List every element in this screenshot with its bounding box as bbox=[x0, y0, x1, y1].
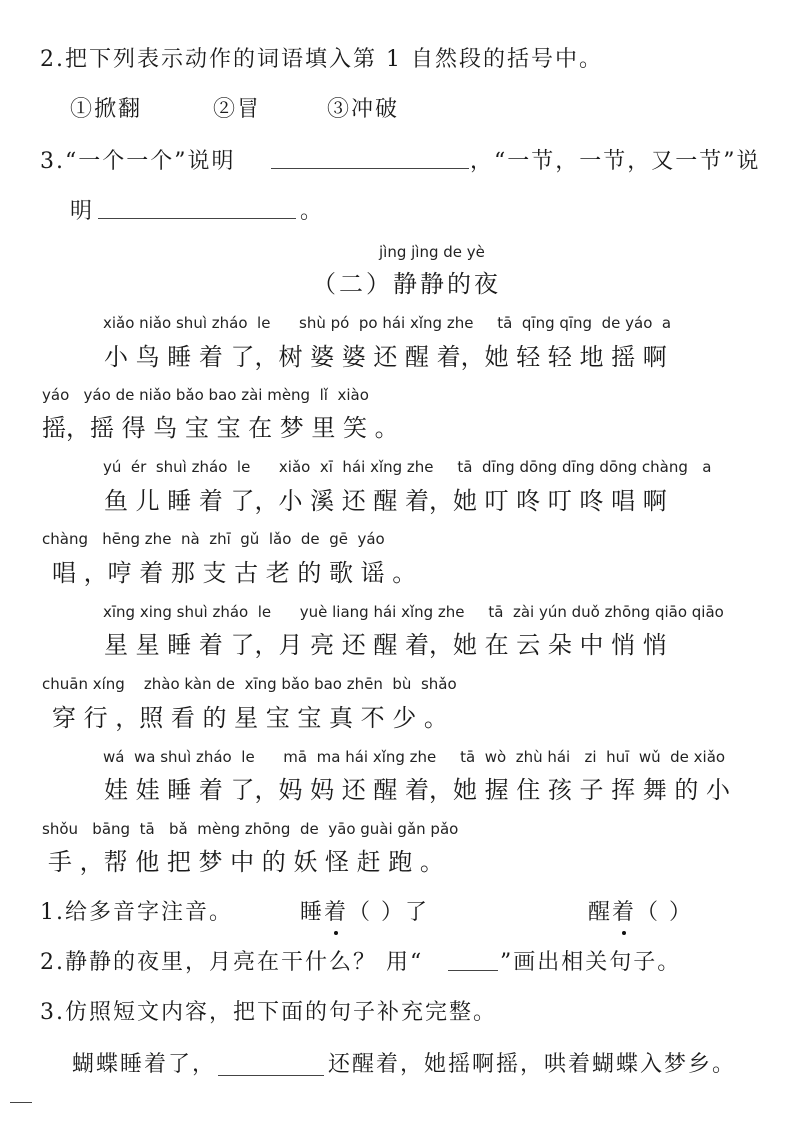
stanza-1-line-2: 摇，摇 得 鸟 宝 宝 在 梦 里 笑 。 bbox=[42, 414, 399, 442]
stanza-4-line-1: 娃 娃 睡 着 了，妈 妈 还 醒 着，她 握 住 孩 子 挥 舞 的 小 bbox=[104, 776, 731, 804]
question-3-top-end: 。 bbox=[300, 199, 325, 224]
stanza-4-pinyin-2: shǒu bāng tā bǎ mèng zhōng de yāo guài gǎn pǎo bbox=[42, 820, 459, 838]
q1-word-1-prefix: 睡 bbox=[300, 900, 325, 925]
stanza-1-line-1: 小 鸟 睡 着 了，树 婆 婆 还 醒 着，她 轻 轻 地 摇 啊 bbox=[104, 343, 667, 371]
stanza-2-line-2: 唱 ，哼 着 那 支 古 老 的 歌 谣 。 bbox=[52, 559, 417, 587]
stanza-2-line-1: 鱼 儿 睡 着 了，小 溪 还 醒 着，她 叮 咚 叮 咚 唱 啊 bbox=[104, 487, 667, 515]
question-1-bottom: 1.给多音字注音。 bbox=[40, 900, 233, 925]
option-2: ②冒 bbox=[213, 97, 262, 122]
question-3-bottom: 3.仿照短文内容，把下面的句子补充完整。 bbox=[40, 1000, 497, 1025]
footer-divider bbox=[10, 1102, 32, 1103]
question-3-top-part-c: 明 bbox=[70, 199, 95, 224]
q3-sentence-part-a: 蝴蝶睡着了， bbox=[72, 1052, 217, 1077]
stanza-1-pinyin-2: yáo yáo de niǎo bǎo bao zài mèng lǐ xiào bbox=[42, 386, 369, 404]
section-title: （二）静静的夜 bbox=[312, 270, 501, 298]
q1-word-2-prefix: 醒 bbox=[588, 900, 613, 925]
stanza-3-pinyin-1: xīng xing shuì zháo le yuè liang hái xǐng zhe tā zài yún duǒ zhōng qiāo qiāo bbox=[103, 603, 724, 621]
q1-word-2-dotted: 着 bbox=[612, 895, 636, 926]
question-2-bottom-a: 2.静静的夜里，月亮在干什么？ 用“ bbox=[40, 950, 424, 975]
stanza-2-pinyin-1: yú ér shuì zháo le xiǎo xī hái xǐng zhe tā dīng dōng dīng dōng chàng a bbox=[103, 458, 712, 476]
section-title-pinyin: jìng jìng de yè bbox=[379, 243, 485, 261]
question-2-bottom-b: ”画出相关句子。 bbox=[500, 950, 682, 975]
q1-item-1 bbox=[300, 895, 429, 926]
question-3-top-part-a: 3.“一个一个”说明 bbox=[40, 149, 236, 174]
answer-blank-2[interactable] bbox=[98, 218, 296, 219]
option-1: ①掀翻 bbox=[70, 97, 143, 122]
q1-item-2 bbox=[588, 895, 693, 926]
stanza-3-line-1: 星 星 睡 着 了，月 亮 还 醒 着，她 在 云 朵 中 悄 悄 bbox=[104, 631, 667, 659]
q1-paren-1[interactable]: （ ）了 bbox=[348, 900, 430, 925]
option-3: ③冲破 bbox=[327, 97, 400, 122]
stanza-3-line-2: 穿 行 ，照 看 的 星 宝 宝 真 不 少 。 bbox=[52, 704, 448, 732]
stanza-2-pinyin-2: chàng hēng zhe nà zhī gǔ lǎo de gē yáo bbox=[42, 530, 385, 548]
question-2-top: 2.把下列表示动作的词语填入第 1 自然段的括号中。 bbox=[40, 47, 603, 72]
question-3-top-part-b: ，“一节，一节，又一节”说 bbox=[470, 149, 761, 174]
stanza-3-pinyin-2: chuān xíng zhào kàn de xīng bǎo bao zhēn bù shǎo bbox=[42, 675, 457, 693]
stanza-4-line-2: 手 ，帮 他 把 梦 中 的 妖 怪 赶 跑 。 bbox=[48, 848, 444, 876]
q3-sentence-part-b: 还醒着，她摇啊摇，哄着蝴蝶入梦乡。 bbox=[328, 1052, 737, 1077]
q1-word-1-dotted: 着 bbox=[324, 895, 348, 926]
stanza-1-pinyin-1: xiǎo niǎo shuì zháo le shù pó po hái xǐng zhe tā qīng qīng de yáo a bbox=[103, 314, 672, 332]
stanza-4-pinyin-1: wá wa shuì zháo le mā ma hái xǐng zhe tā wò zhù hái zi huī wǔ de xiǎo bbox=[103, 748, 726, 766]
underline-sample bbox=[448, 970, 498, 971]
answer-blank-3[interactable] bbox=[218, 1075, 324, 1076]
answer-blank-1[interactable] bbox=[271, 168, 469, 169]
q1-paren-2[interactable]: （ ） bbox=[636, 900, 694, 925]
